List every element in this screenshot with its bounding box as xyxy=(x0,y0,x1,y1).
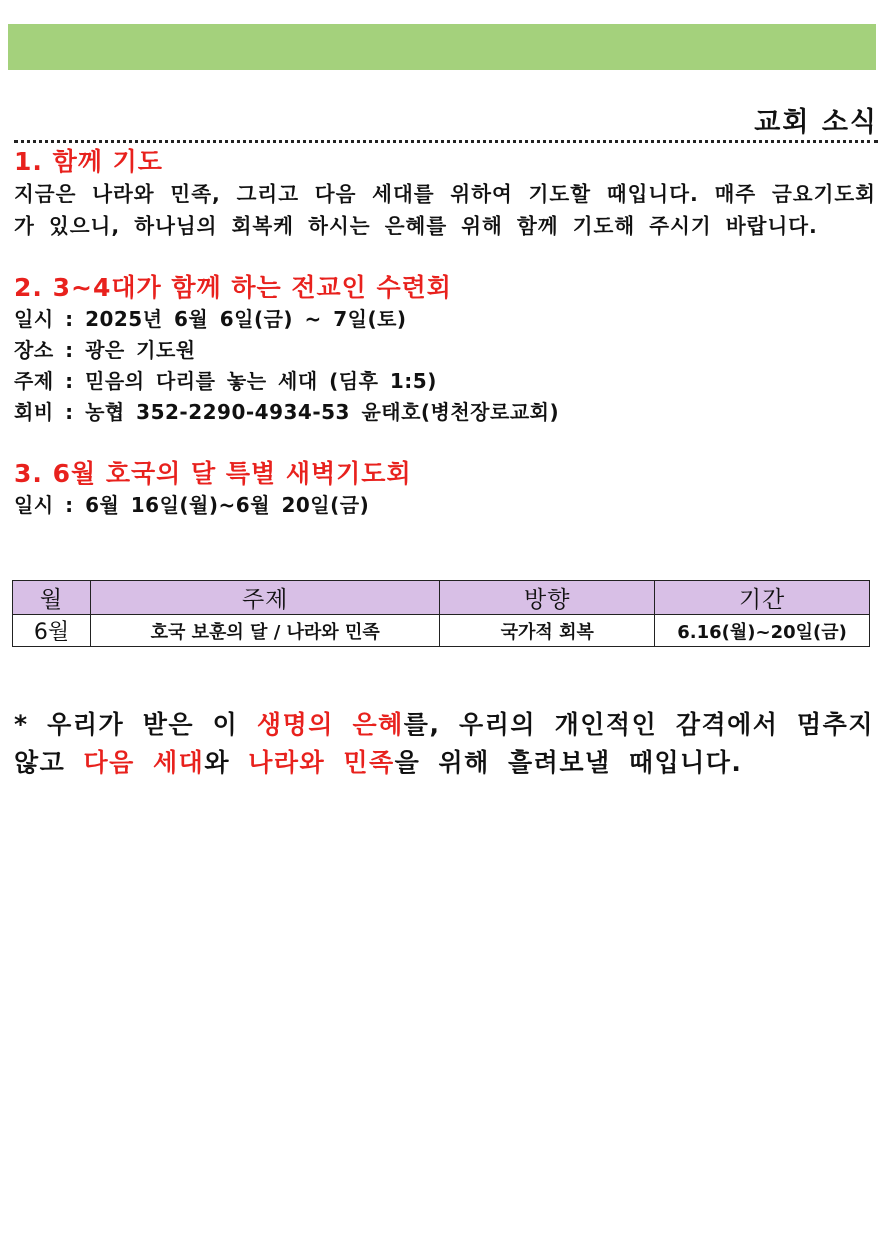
retreat-theme: 주제 : 믿음의 다리를 놓는 세대 (딤후 1:5) xyxy=(14,369,437,393)
column-header-direction: 방향 xyxy=(440,581,655,615)
closing-highlight-nation: 나라와 민족 xyxy=(248,748,395,777)
column-header-theme: 주제 xyxy=(90,581,440,615)
section1-heading: 1. 함께 기도 xyxy=(14,147,163,176)
closing-text-1: * 우리가 받은 이 xyxy=(14,710,257,739)
cell-theme: 호국 보훈의 달 / 나라와 민족 xyxy=(90,615,440,647)
column-header-period: 기간 xyxy=(655,581,870,615)
retreat-place: 장소 : 광은 기도원 xyxy=(14,338,196,362)
cell-period: 6.16(월)~20일(금) xyxy=(655,615,870,647)
table-row xyxy=(13,615,870,647)
retreat-fee: 회비 : 농협 352-2290-4934-53 윤태호(병천장로교회) xyxy=(14,400,560,424)
page-title: 교회 소식 xyxy=(754,107,878,138)
cell-month: 6월 xyxy=(13,615,91,647)
section3-heading: 3. 6월 호국의 달 특별 새벽기도회 xyxy=(14,459,412,488)
closing-highlight-grace: 생명의 은혜 xyxy=(256,710,404,739)
dotted-divider xyxy=(14,140,878,143)
schedule-table xyxy=(12,580,870,647)
cell-direction: 국가적 회복 xyxy=(440,615,655,647)
header-bar xyxy=(8,24,876,70)
closing-text-4: 을 위해 흘려보낼 때입니다. xyxy=(394,748,743,777)
closing-text-2: 를, 우리의 개인적인 감격에서 멈추지 않고 xyxy=(14,710,874,777)
news-content xyxy=(14,146,876,521)
table-header-row xyxy=(13,581,870,615)
section1-body: 지금은 나라와 민족, 그리고 다음 세대를 위하여 기도할 때입니다. 매주 금요기도회가 있으니, 하나님의 회복케 하시는 은혜를 위해 함께 기도해 주시기 바랍니다. xyxy=(14,182,876,238)
column-header-month: 월 xyxy=(13,581,91,615)
closing-highlight-generation: 다음 세대 xyxy=(83,748,205,777)
prayer-date: 일시 : 6월 16일(월)~6월 20일(금) xyxy=(14,493,370,517)
closing-message xyxy=(14,706,874,782)
closing-text-3: 와 xyxy=(204,748,249,777)
section2-heading: 2. 3~4대가 함께 하는 전교인 수련회 xyxy=(14,273,452,302)
retreat-date: 일시 : 2025년 6월 6일(금) ~ 7일(토) xyxy=(14,307,407,331)
